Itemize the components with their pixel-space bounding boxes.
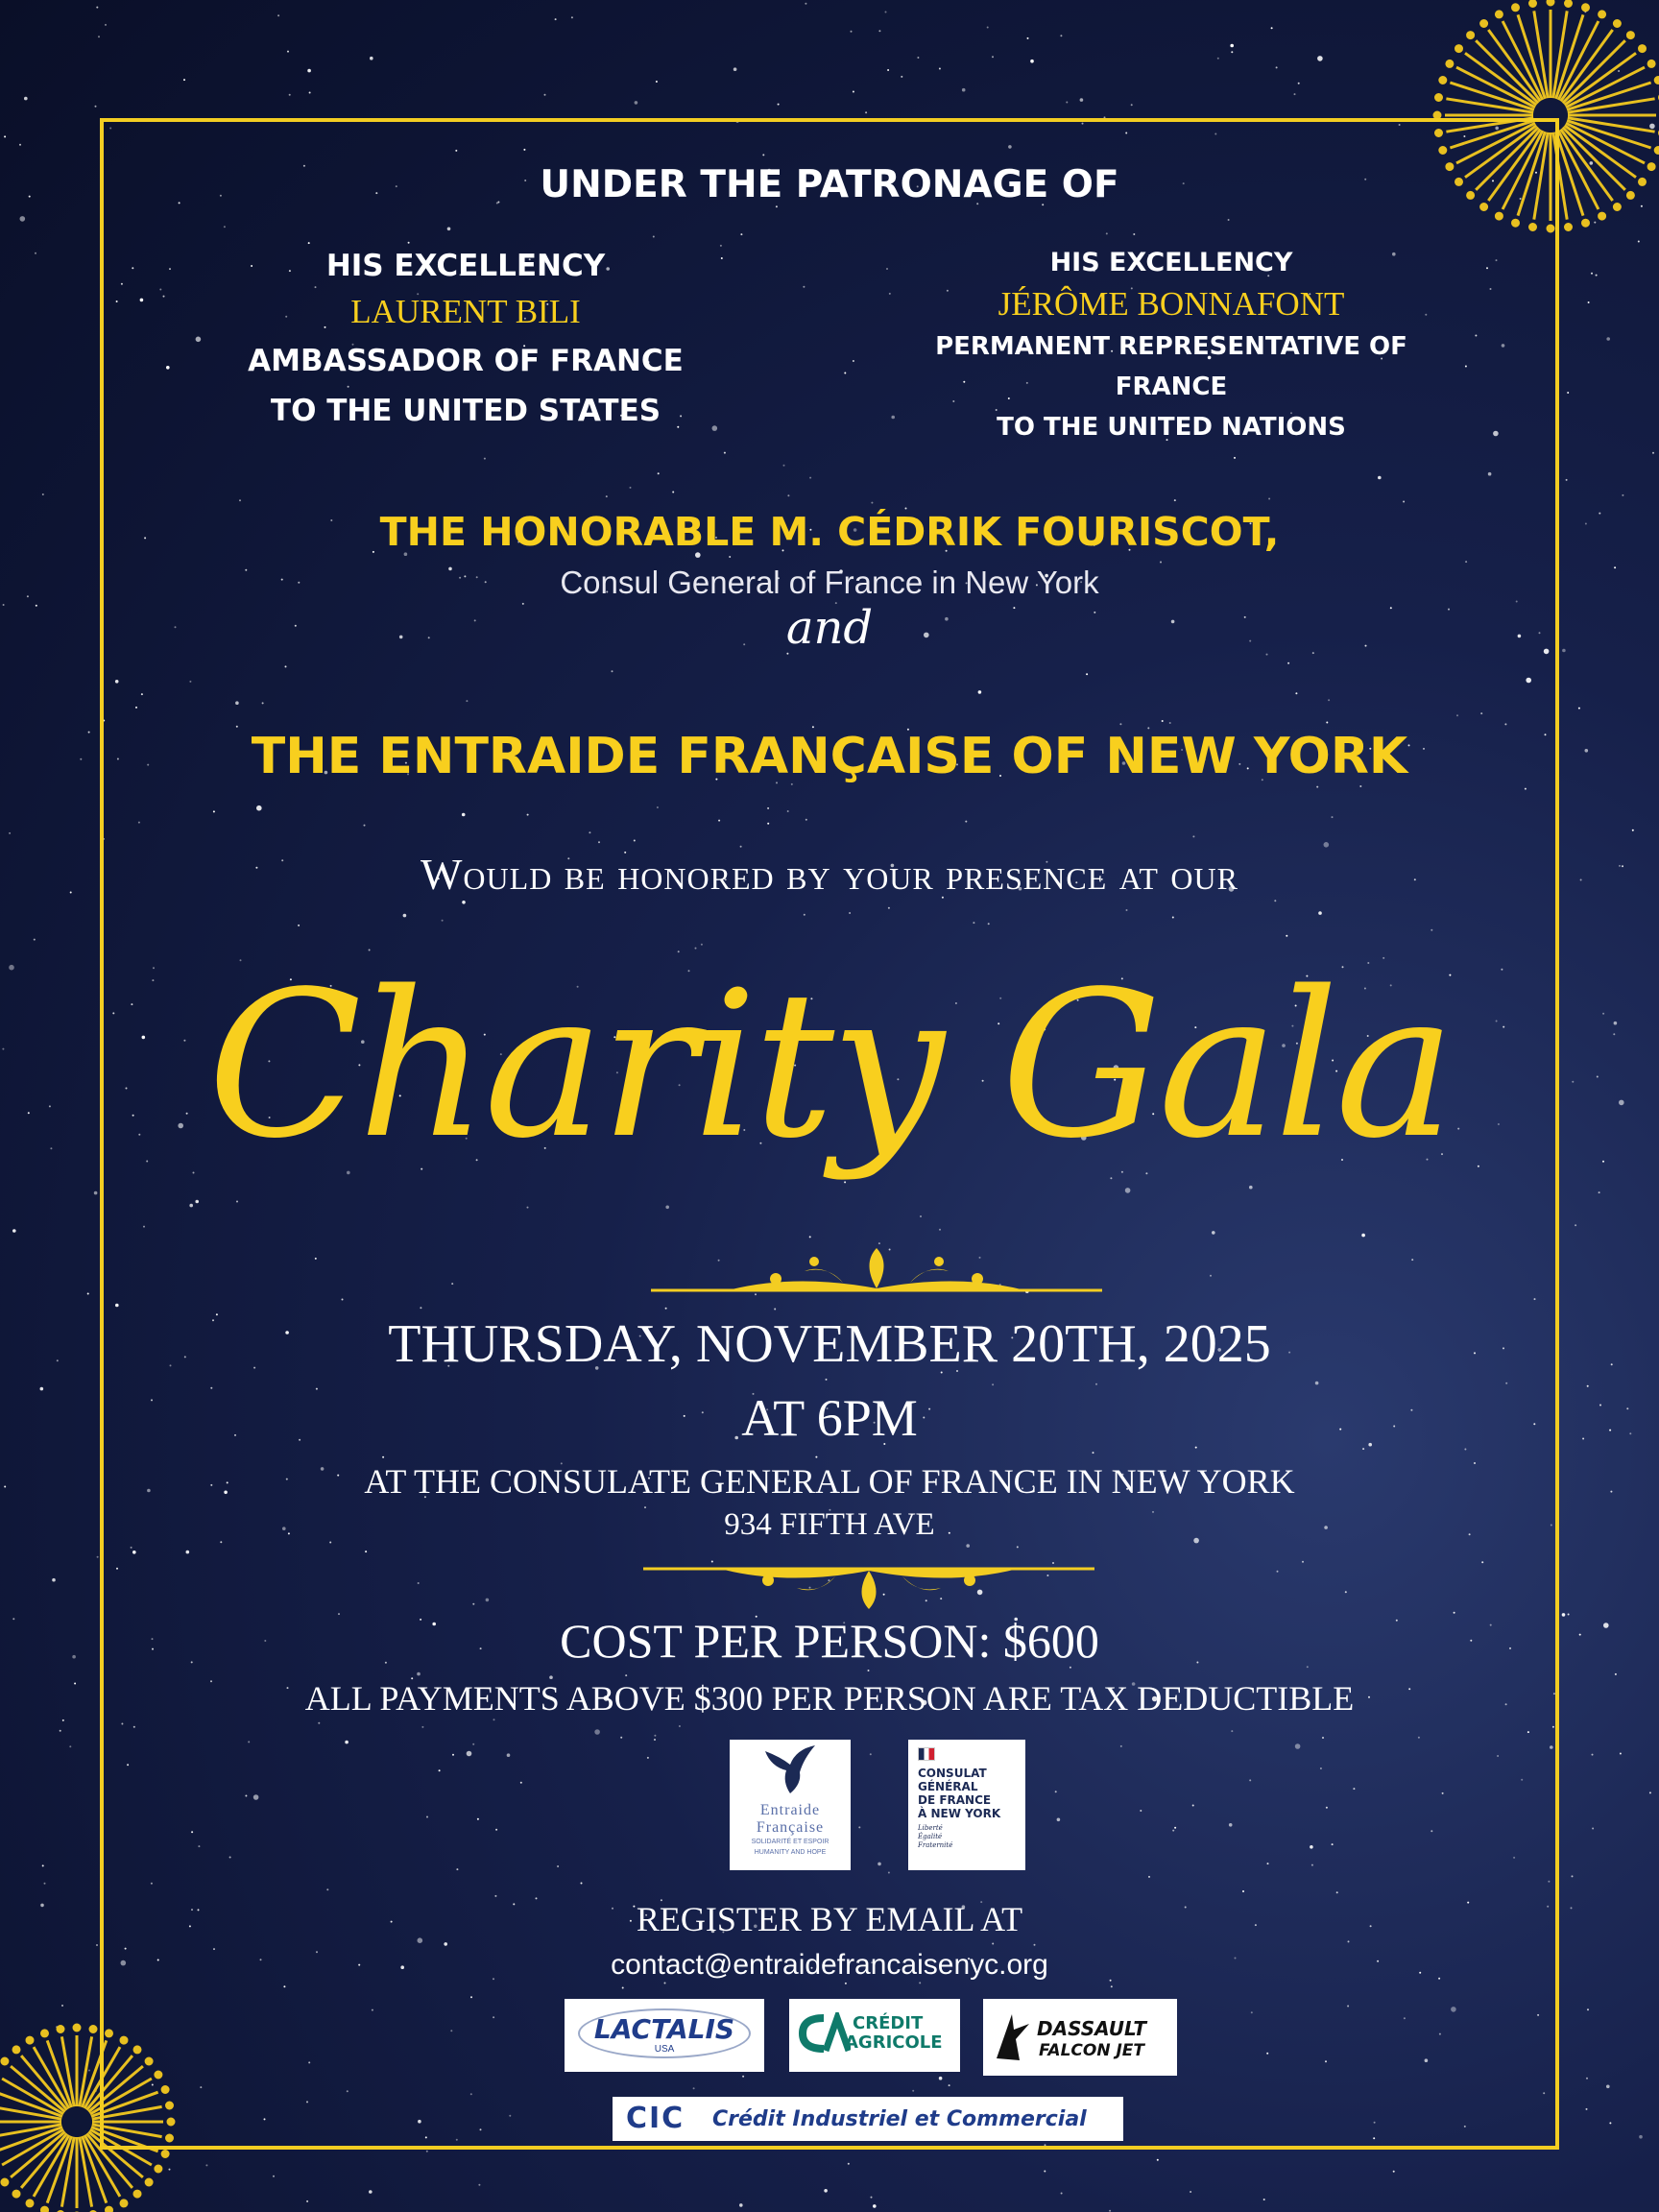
- consulat-line2: GÉNÉRAL: [918, 1780, 978, 1793]
- patron-left-name: LAURENT BILI: [350, 293, 581, 330]
- event-title: Charity Gala: [207, 948, 1452, 1183]
- event-time: AT 6PM: [741, 1389, 918, 1447]
- event-date: THURSDAY, NOVEMBER 20TH, 2025: [388, 1314, 1271, 1374]
- patron-right-role-1: PERMANENT REPRESENTATIVE OF: [935, 332, 1407, 361]
- entraide-line1: Entraide: [759, 1802, 821, 1818]
- patron-right: [922, 244, 1421, 447]
- entraide-line4: HUMANITY AND HOPE: [754, 1849, 827, 1856]
- credit-agricole-line1: CRÉDIT: [853, 2013, 924, 2033]
- credit-agricole-line2: AGRICOLE: [845, 2032, 943, 2053]
- lactalis-ellipse: [578, 2008, 751, 2058]
- patron-left-title: HIS EXCELLENCY: [325, 249, 606, 283]
- patron-right-name: JÉRÔME BONNAFONT: [998, 285, 1345, 323]
- patron-left-role-2: TO THE UNITED STATES: [270, 394, 661, 428]
- consulat-motto2: Égalité: [918, 1833, 943, 1840]
- credit-agricole-mark-icon: [797, 2012, 851, 2055]
- consulat-line1: CONSULAT: [918, 1767, 987, 1780]
- event-address: 934 FIFTH AVE: [724, 1507, 935, 1542]
- entraide-line2: Française: [756, 1819, 825, 1836]
- patron-right-title: HIS EXCELLENCY: [1049, 248, 1293, 277]
- consul-role: Consul General of France in New York: [560, 565, 1099, 600]
- consulat-motto1: Liberté: [918, 1824, 943, 1832]
- organization-name: THE ENTRAIDE FRANÇAISE OF NEW YORK: [251, 728, 1408, 785]
- dassault-line2: FALCON JET: [1039, 2041, 1145, 2060]
- patron-left-role-1: AMBASSADOR OF FRANCE: [248, 344, 684, 378]
- register-label: REGISTER BY EMAIL AT: [636, 1900, 1023, 1938]
- dassault-line1: DASSAULT: [1037, 2017, 1147, 2040]
- patron-right-role-3: TO THE UNITED NATIONS: [997, 413, 1346, 442]
- ornament-divider-bottom-icon: [643, 1557, 1094, 1611]
- consulat-line3: DE FRANCE: [918, 1793, 992, 1807]
- consulat-general-logo: [908, 1740, 1025, 1870]
- credit-agricole-logo: [789, 1999, 960, 2072]
- entraide-francaise-logo: [730, 1740, 851, 1870]
- register-email[interactable]: contact@entraidefrancaisenyc.org: [611, 1949, 1048, 1981]
- event-venue: AT THE CONSULATE GENERAL OF FRANCE IN NEW YORK: [364, 1462, 1295, 1501]
- cic-name: Crédit Industriel et Commercial: [712, 2107, 1087, 2131]
- cic-mark: CIC: [626, 2102, 685, 2135]
- cic-logo: [613, 2097, 1123, 2141]
- invitation-line: Would be honored by your presence at our: [421, 850, 1238, 899]
- lactalis-logo: [565, 1999, 764, 2072]
- and-text: and: [785, 601, 874, 655]
- dove-icon: [761, 1743, 819, 1797]
- ornament-divider-top-icon: [651, 1244, 1102, 1302]
- patron-left: [230, 244, 701, 436]
- falcon-jet-icon: [991, 2010, 1033, 2064]
- dassault-falcon-logo: [983, 1999, 1177, 2076]
- flag-icon: [918, 1747, 935, 1761]
- consulat-line4: À NEW YORK: [918, 1807, 1001, 1820]
- patron-right-role-2: FRANCE: [1115, 373, 1228, 401]
- entraide-line3: SOLIDARITÉ ET ESPOIR: [751, 1839, 830, 1845]
- cost-per-person: COST PER PERSON: $600: [560, 1614, 1099, 1668]
- consulat-motto3: Fraternité: [918, 1841, 953, 1849]
- tax-note: ALL PAYMENTS ABOVE $300 PER PERSON ARE TAX DEDUCTIBLE: [304, 1679, 1355, 1718]
- consul-name: THE HONORABLE M. CÉDRIK FOURISCOT,: [379, 509, 1280, 555]
- lactalis-name: LACTALIS: [593, 2013, 735, 2045]
- lactalis-sub: USA: [654, 2044, 675, 2055]
- patronage-header: UNDER THE PATRONAGE OF: [540, 163, 1119, 206]
